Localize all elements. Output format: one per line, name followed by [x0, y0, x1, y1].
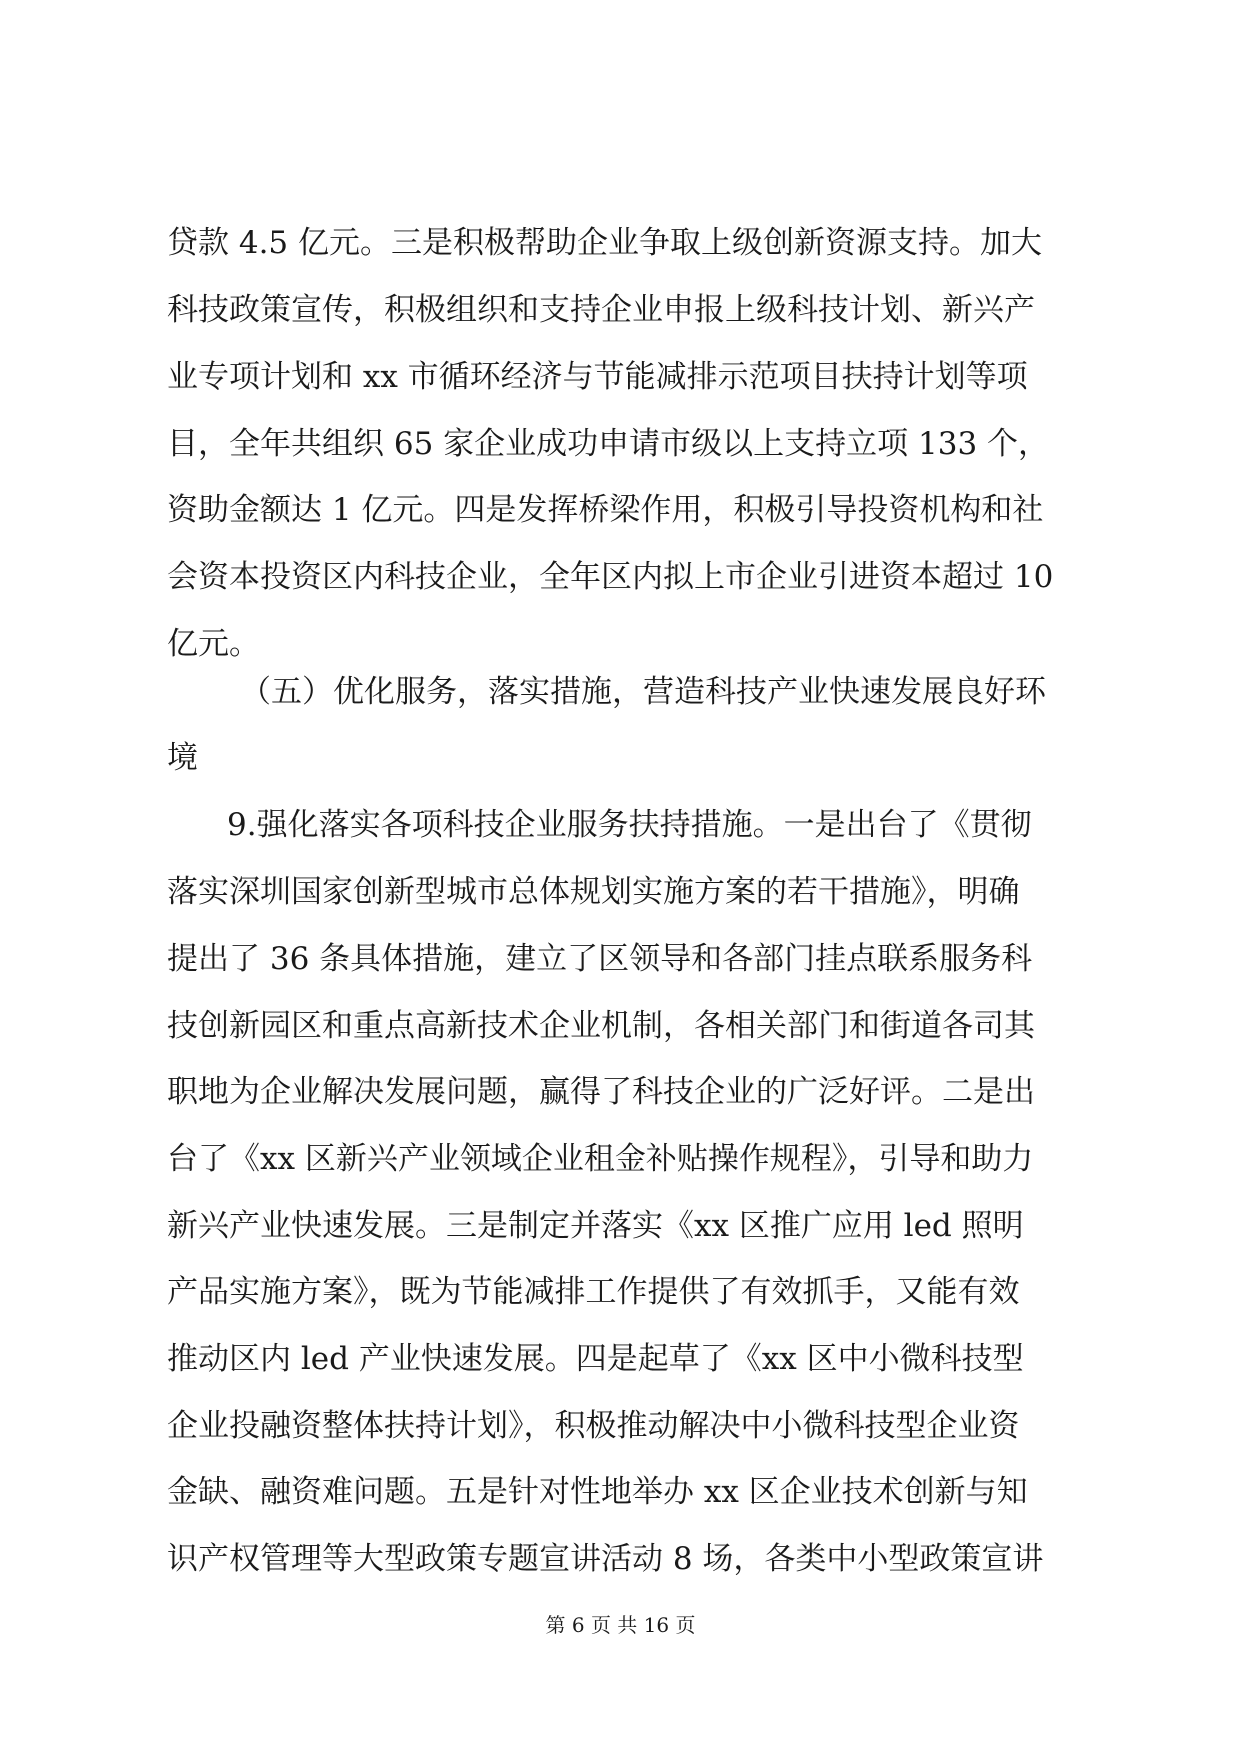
paragraph-line: 目，全年共组织 65 家企业成功申请市级以上支持立项 133 个， — [167, 426, 1050, 462]
paragraph-line: 提出了 36 条具体措施，建立了区领导和各部门挂点联系服务科 — [167, 941, 1033, 977]
paragraph-line: 技创新园区和重点高新技术企业机制，各相关部门和街道各司其 — [167, 1008, 1035, 1044]
page-number-footer: 第 6 页 共 16 页 — [545, 1613, 696, 1637]
paragraph-line: 台了《xx 区新兴产业领域企业租金补贴操作规程》，引导和助力 — [167, 1141, 1034, 1177]
paragraph-line: 推动区内 led 产业快速发展。四是起草了《xx 区中小微科技型 — [167, 1341, 1024, 1377]
paragraph-line: 产品实施方案》，既为节能减排工作提供了有效抓手，又能有效 — [167, 1274, 1020, 1310]
paragraph-line: 9.强化落实各项科技企业服务扶持措施。一是出台了《贯彻 — [227, 807, 1032, 843]
paragraph-line: 企业投融资整体扶持计划》，积极推动解决中小微科技型企业资 — [167, 1408, 1020, 1444]
section-heading-line: 境 — [167, 740, 198, 776]
paragraph-line: 亿元。 — [167, 626, 260, 662]
paragraph-line: 新兴产业快速发展。三是制定并落实《xx 区推广应用 led 照明 — [167, 1208, 1024, 1244]
paragraph-line: 落实深圳国家创新型城市总体规划实施方案的若干措施》，明确 — [167, 874, 1020, 910]
paragraph-line: 金缺、融资难问题。五是针对性地举办 xx 区企业技术创新与知 — [167, 1474, 1028, 1510]
paragraph-line: 识产权管理等大型政策专题宣讲活动 8 场，各类中小型政策宣讲 — [167, 1541, 1044, 1577]
paragraph-line: 职地为企业解决发展问题，赢得了科技企业的广泛好评。二是出 — [167, 1074, 1035, 1110]
paragraph-line: 贷款 4.5 亿元。三是积极帮助企业争取上级创新资源支持。加大 — [167, 225, 1043, 261]
paragraph-line: 资助金额达 1 亿元。四是发挥桥梁作用，积极引导投资机构和社 — [167, 492, 1044, 528]
paragraph-line: 科技政策宣传，积极组织和支持企业申报上级科技计划、新兴产 — [167, 292, 1035, 328]
paragraph-line: 会资本投资区内科技企业，全年区内拟上市企业引进资本超过 10 — [167, 559, 1054, 595]
paragraph-line: 业专项计划和 xx 市循环经济与节能减排示范项目扶持计划等项 — [167, 359, 1028, 395]
section-heading-line: （五）优化服务，落实措施，营造科技产业快速发展良好环 — [240, 674, 1046, 710]
